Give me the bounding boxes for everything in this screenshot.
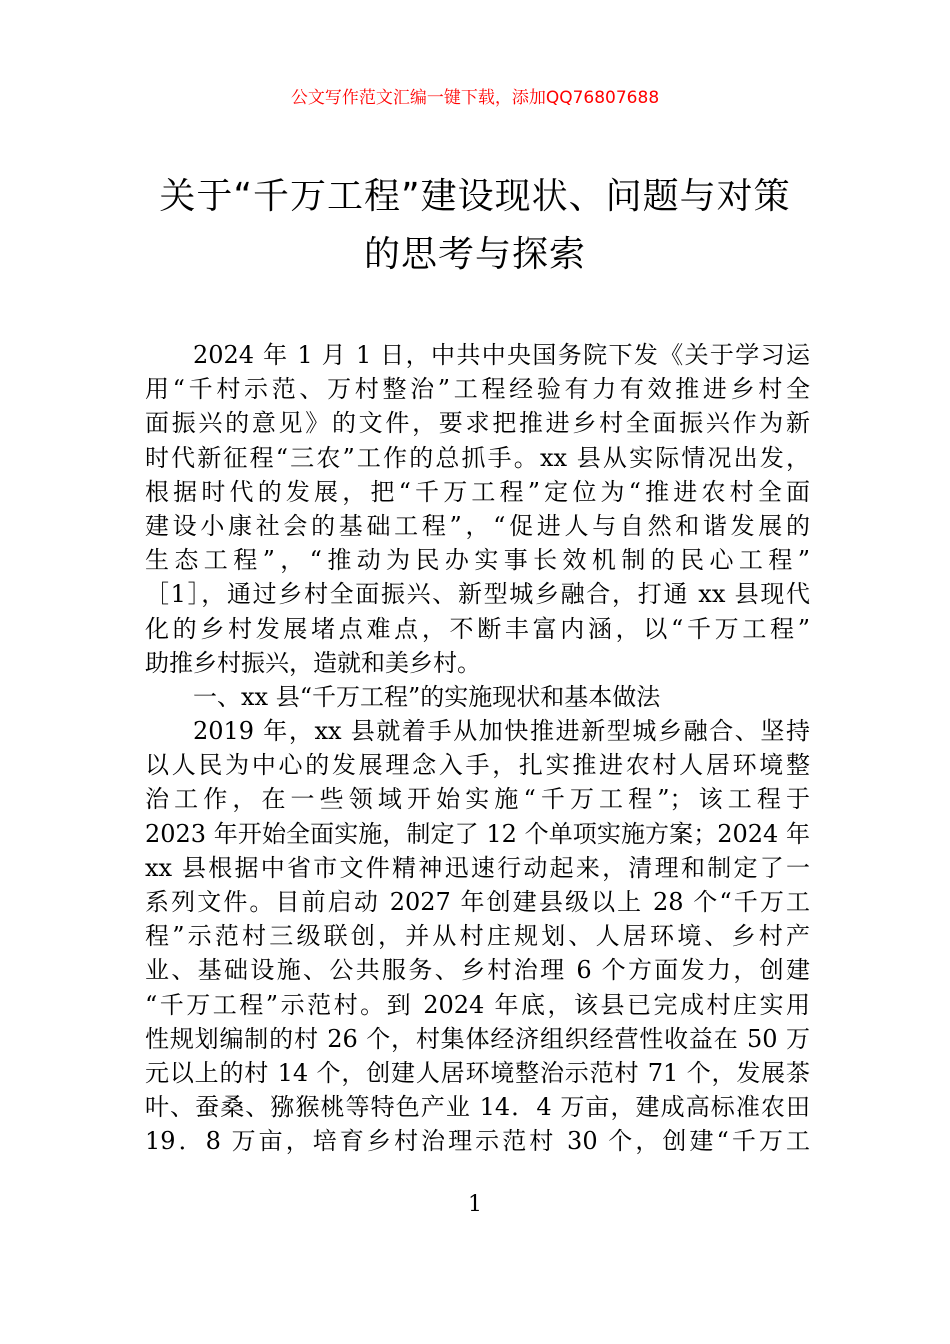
text-line: 系列文件。目前启动 2027 年创建县级以上 28 个“千万工: [145, 888, 810, 916]
document-title: [80, 168, 870, 284]
text-line: 业、基础设施、公共服务、乡村治理 6 个方面发力，创建: [145, 956, 810, 985]
text-line: 2024 年 1 月 1 日，中共中央国务院下发《关于学习运: [193, 341, 810, 369]
text-line: 生态工程”，“推动为民办实事长效机制的民心工程”: [145, 546, 810, 575]
text-line: 根据时代的发展，把“千万工程”定位为“推进农村全面: [145, 477, 810, 506]
download-banner: 公文写作范文汇编一键下载，添加QQ76807688: [290, 88, 660, 108]
page-number: 1: [468, 1192, 482, 1217]
text-line: 建设小康社会的基础工程”，“促进人与自然和谐发展的: [145, 511, 810, 540]
paragraph-intro: [145, 338, 810, 680]
heading-text: 一、xx 县“千万工程”的实施现状和基本做法: [193, 682, 661, 711]
text-line: 用“千村示范、万村整治”工程经验有力有效推进乡村全: [145, 375, 810, 404]
section-heading-1: [145, 680, 810, 714]
text-line: 2023 年开始全面实施，制定了 12 个单项实施方案；2024 年: [145, 819, 810, 848]
text-line: ［1］，通过乡村全面振兴、新型城乡融合，打通 xx 县现代: [145, 580, 810, 609]
text-line: 2019 年，xx 县就着手从加快推进新型城乡融合、坚持: [193, 717, 810, 746]
title-line-1: 关于“千万工程”建设现状、问题与对策: [159, 176, 791, 217]
paragraph-status: [145, 714, 810, 1158]
text-line: 元以上的村 14 个，创建人居环境整治示范村 71 个，发展茶: [145, 1058, 810, 1087]
text-line: 治工作，在一些领域开始实施“千万工程”；该工程于: [145, 785, 810, 814]
text-line: 助推乡村振兴，造就和美乡村。: [145, 648, 481, 677]
document-body: [145, 338, 810, 1159]
text-line: 叶、蚕桑、猕猴桃等特色产业 14．4 万亩，建成高标准农田: [145, 1093, 810, 1122]
text-line: 19．8 万亩，培育乡村治理示范村 30 个，创建“千万工: [145, 1127, 810, 1156]
text-line: “千万工程”示范村。到 2024 年底，该县已完成村庄实用: [145, 990, 810, 1019]
text-line: 以人民为中心的发展理念入手，扎实推进农村人居环境整: [145, 751, 810, 780]
text-line: 化的乡村发展堵点难点，不断丰富内涵，以“千万工程”: [145, 614, 810, 643]
text-line: 面振兴的意见》的文件，要求把推进乡村全面振兴作为新: [145, 409, 810, 438]
text-line: 时代新征程“三农”工作的总抓手。xx 县从实际情况出发，: [145, 443, 810, 472]
title-line-2: 的思考与探索: [363, 234, 586, 275]
text-line: xx 县根据中省市文件精神迅速行动起来，清理和制定了一: [145, 853, 810, 882]
text-line: 程”示范村三级联创，并从村庄规划、人居环境、乡村产: [145, 922, 810, 951]
text-line: 性规划编制的村 26 个，村集体经济组织经营性收益在 50 万: [145, 1024, 810, 1053]
